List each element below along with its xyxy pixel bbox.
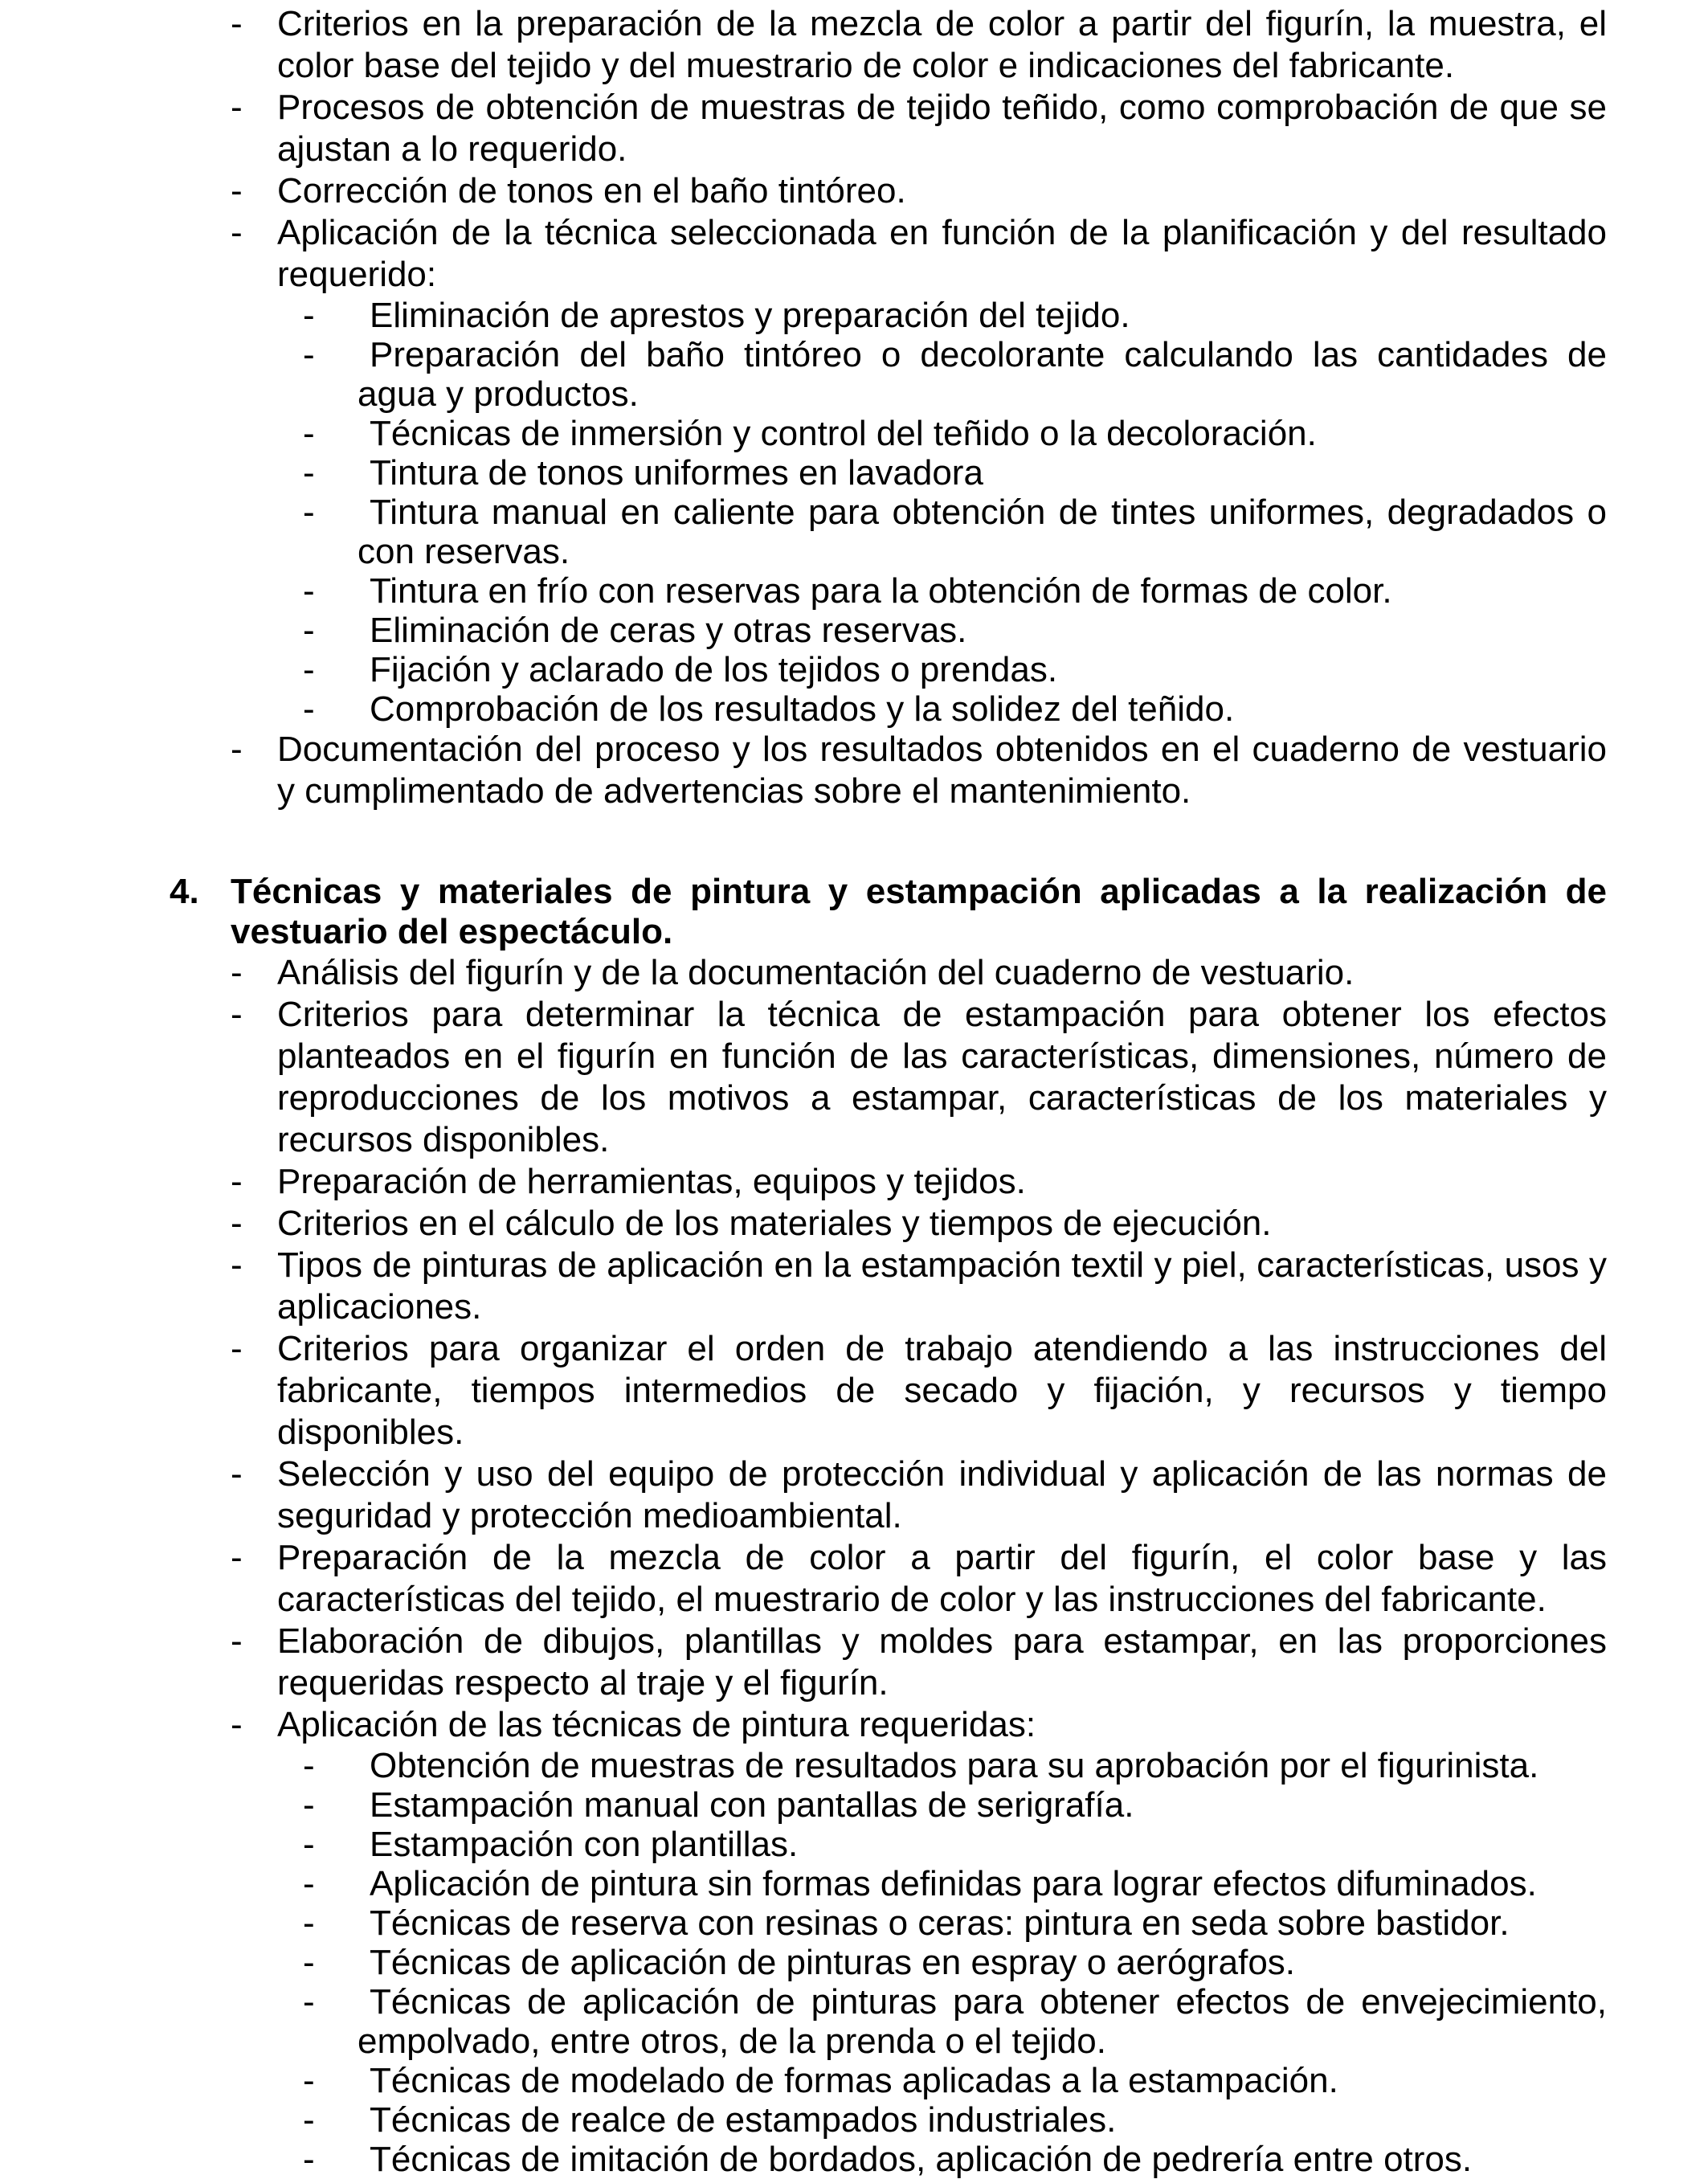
list-item-text: Criterios para determinar la técnica de estampación para obtener los efectos planteados en el figurín en función de las características, dimensiones, número de reproducciones de los motivos a estampar, características de los materiales y recursos disponibles. [277,995,1607,1159]
list-item [231,1161,1607,1203]
bullet-dash: - [231,1162,243,1201]
sub-list-item [303,1943,1607,1982]
list-item [231,1453,1607,1537]
bullet-dash: - [303,611,315,650]
list-item-text: Eliminación de ceras y otras reservas. [370,611,967,650]
section-4-title: Técnicas y materiales de pintura y estampación aplicadas a la realización de vestuario del espectáculo. [231,872,1607,951]
list-item [231,1245,1607,1328]
bullet-dash: - [231,1204,243,1243]
bullet-dash: - [231,995,243,1034]
bullet-dash: - [303,1785,315,1825]
bullet-dash: - [303,2140,315,2179]
bullet-dash: - [303,493,315,532]
bullet-dash: - [303,335,315,374]
list-item-text: Tintura de tonos uniformes en lavadora [370,453,983,493]
bullet-dash: - [303,453,315,493]
bullet-dash: - [303,296,315,335]
sub-list-item [303,2100,1607,2140]
bullet-dash: - [303,1903,315,1943]
list-item-text: Estampación manual con pantallas de serigrafía. [370,1785,1134,1825]
sub-list-item [303,1903,1607,1943]
sub-list-item [303,414,1607,453]
bullet-dash: - [231,1621,243,1661]
sub-list-item [303,335,1607,414]
list-item [231,994,1607,1161]
sub-list-item [303,453,1607,493]
list-item-text: Aplicación de la técnica seleccionada en función de la planificación y del resultado requerido: [277,213,1607,294]
bullet-dash: - [303,1864,315,1903]
list-item-text: Preparación del baño tintóreo o decolorante calculando las cantidades de agua y productos. [358,335,1607,414]
sub-list-item [303,1746,1607,1785]
list-item-text: Técnicas de aplicación de pinturas para obtener efectos de envejecimiento, empolvado, entre otros, de la prenda o el tejido. [358,1982,1607,2061]
sub-list-item [303,2061,1607,2100]
bullet-dash: - [231,88,243,127]
list-item [231,1621,1607,1704]
bullet-dash: - [303,650,315,689]
section-4-bullet-list [0,952,1708,2179]
list-item [231,1203,1607,1245]
bullet-dash: - [231,730,243,769]
bullet-dash: - [231,1329,243,1368]
bullet-dash: - [303,414,315,453]
list-item-text: Aplicación de las técnicas de pintura requeridas: [277,1705,1036,1744]
list-item-text: Análisis del figurín y de la documentación del cuaderno de vestuario. [277,953,1355,992]
list-item-text: Técnicas de modelado de formas aplicadas a la estampación. [370,2061,1338,2100]
list-item-text: Procesos de obtención de muestras de tejido teñido, como comprobación de que se ajustan a lo requerido. [277,88,1607,169]
list-item-text: Obtención de muestras de resultados para su aprobación por el figurinista. [370,1746,1539,1785]
bullet-dash: - [231,1245,243,1285]
list-item-text: Preparación de herramientas, equipos y tejidos. [277,1162,1026,1201]
list-item-text: Tintura manual en caliente para obtención de tintes uniformes, degradados o con reservas. [358,493,1607,571]
section-4-heading [170,872,1607,952]
bullet-dash: - [231,4,243,43]
list-item-text: Corrección de tonos en el baño tintóreo. [277,171,906,211]
sub-list-item [303,2140,1607,2179]
sub-list-item [303,1825,1607,1864]
list-item [231,3,1607,87]
list-item-text: Tintura en frío con reservas para la obtención de formas de color. [370,571,1392,611]
list-item-text: Técnicas de realce de estampados industriales. [370,2100,1117,2140]
sub-list-item [303,493,1607,571]
list-item-text: Eliminación de aprestos y preparación del tejido. [370,296,1130,335]
section-4-number: 4. [170,872,199,911]
list-item [231,1704,1607,1746]
sub-list-item [303,650,1607,689]
list-item-text: Criterios en el cálculo de los materiales y tiempos de ejecución. [277,1204,1272,1243]
bullet-dash: - [303,689,315,729]
list-item-text: Técnicas de reserva con resinas o ceras: pintura en seda sobre bastidor. [370,1903,1510,1943]
list-item-text: Documentación del proceso y los resultados obtenidos en el cuaderno de vestuario y cumplimentado de advertencias sobre el mantenimiento. [277,730,1607,811]
list-item-text: Estampación con plantillas. [370,1825,799,1864]
list-item [231,170,1607,212]
bullet-dash: - [231,1538,243,1577]
bullet-dash: - [303,1746,315,1785]
bullet-dash: - [303,2061,315,2100]
bullet-dash: - [231,171,243,211]
list-item [231,212,1607,296]
sub-list-item [303,611,1607,650]
bullet-dash: - [231,1705,243,1744]
list-item-text: Elaboración de dibujos, plantillas y moldes para estampar, en las proporciones requeridas respecto al traje y el figurín. [277,1621,1607,1703]
list-item-text: Técnicas de inmersión y control del teñido o la decoloración. [370,414,1317,453]
list-item-text: Fijación y aclarado de los tejidos o prendas. [370,650,1058,689]
bullet-dash: - [303,1943,315,1982]
list-item-text: Tipos de pinturas de aplicación en la estampación textil y piel, características, usos y aplicaciones. [277,1245,1607,1327]
section-4 [0,872,1708,2179]
bullet-dash: - [303,571,315,611]
list-item-text: Técnicas de imitación de bordados, aplicación de pedrería entre otros. [370,2140,1473,2179]
list-item-text: Criterios para organizar el orden de trabajo atendiendo a las instrucciones del fabricante, tiempos intermedios de secado y fijación, y recursos y tiempo disponibles. [277,1329,1607,1452]
list-item [231,87,1607,170]
sub-list-item [303,296,1607,335]
list-item-text: Aplicación de pintura sin formas definidas para lograr efectos difuminados. [370,1864,1537,1903]
sub-list-item [303,571,1607,611]
sub-list-item [303,1785,1607,1825]
list-item-text: Comprobación de los resultados y la solidez del teñido. [370,689,1235,729]
sub-list-item [303,1982,1607,2061]
list-item-text: Criterios en la preparación de la mezcla de color a partir del figurín, la muestra, el color base del tejido y del muestrario de color e indicaciones del fabricante. [277,4,1607,85]
bullet-dash: - [231,213,243,252]
list-item-text: Selección y uso del equipo de protección individual y aplicación de las normas de seguridad y protección medioambiental. [277,1454,1607,1535]
list-item [231,1328,1607,1453]
bullet-dash: - [303,2100,315,2140]
bullet-dash: - [303,1825,315,1864]
section-3-continuation [0,3,1708,812]
bullet-dash: - [231,1454,243,1494]
section-3-bullet-list [0,3,1708,812]
sub-list-item [303,1864,1607,1903]
list-item [231,729,1607,812]
list-item [231,952,1607,994]
bullet-dash: - [303,1982,315,2022]
list-item-text: Técnicas de aplicación de pinturas en espray o aerógrafos. [370,1943,1296,1982]
bullet-dash: - [231,953,243,992]
sub-list-item [303,689,1607,729]
list-item [231,1537,1607,1621]
list-item-text: Preparación de la mezcla de color a partir del figurín, el color base y las características del tejido, el muestrario de color y las instrucciones del fabricante. [277,1538,1607,1619]
